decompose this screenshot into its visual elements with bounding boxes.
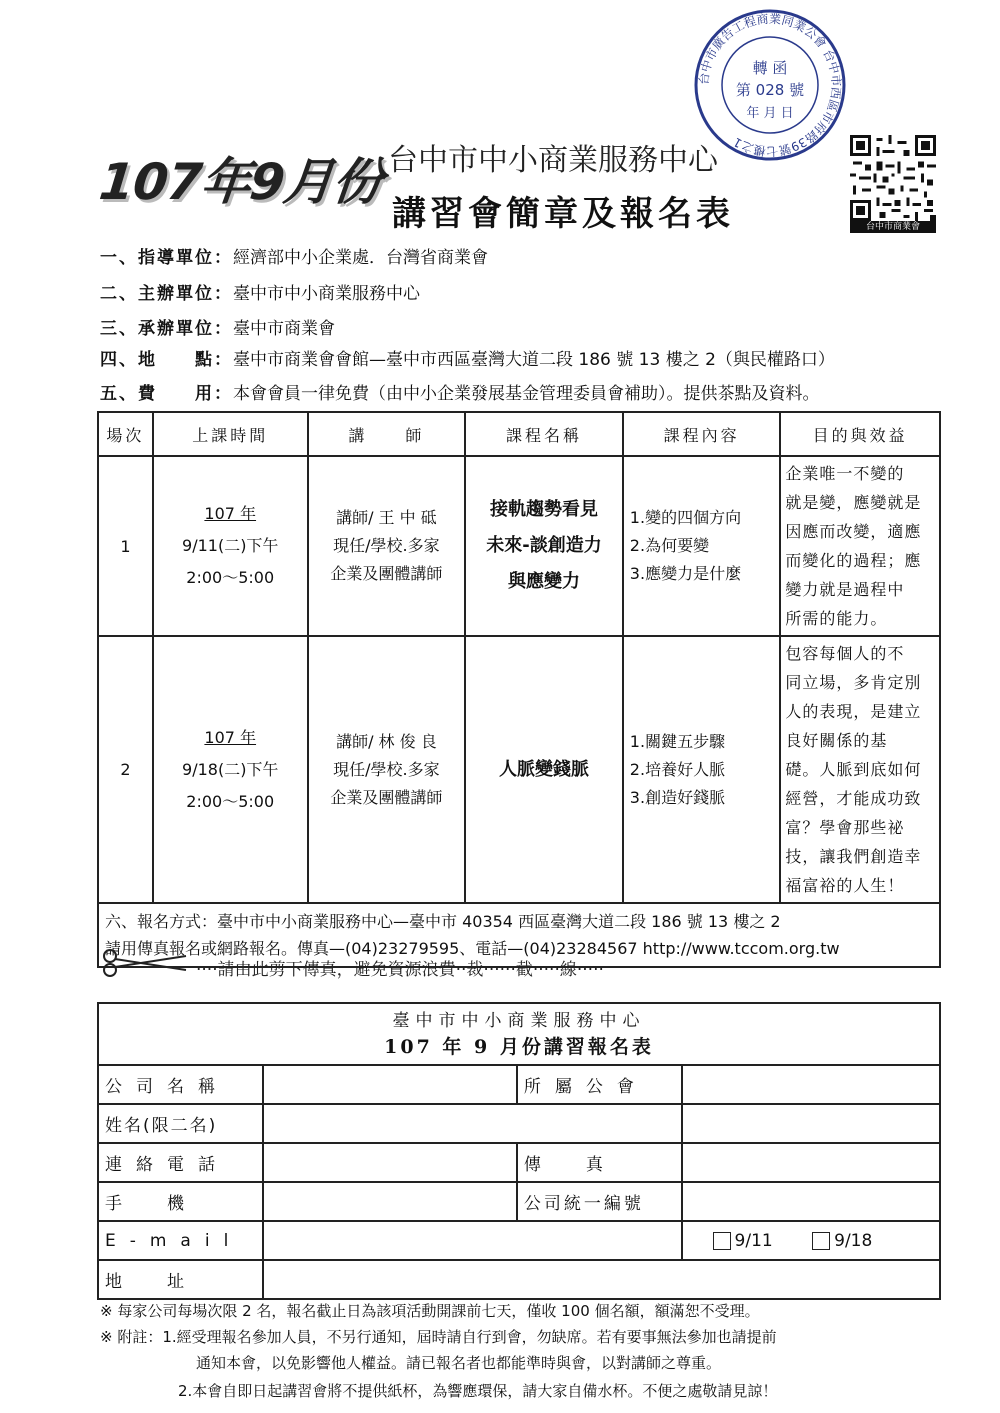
purpose-line: 包容每個人的不 bbox=[785, 644, 905, 663]
info-value: 臺中市中小商業服務中心 bbox=[233, 284, 420, 304]
purpose-line: 經營，才能成功致 bbox=[785, 789, 922, 808]
session-year: 107 年 bbox=[204, 504, 257, 523]
table-row bbox=[98, 456, 940, 636]
info-label: 四、地 點： bbox=[100, 350, 233, 370]
stamp-center-top: 轉 函 bbox=[752, 59, 788, 77]
col-header: 講 師 bbox=[308, 412, 466, 456]
schedule-table bbox=[97, 411, 941, 968]
info-value: 臺中市商業會會館—臺中市西區臺灣大道二段 186 號 13 樓之 2（與民權路口） bbox=[233, 350, 835, 370]
col-header: 場次 bbox=[98, 412, 153, 456]
teacher-cell bbox=[308, 456, 466, 636]
form-header bbox=[98, 1003, 940, 1065]
course-line: 與應變力 bbox=[508, 571, 581, 592]
big-title: 107年9月份 bbox=[96, 153, 385, 211]
session-choices bbox=[682, 1221, 940, 1260]
email-label: E-mail bbox=[98, 1221, 263, 1260]
course-name bbox=[465, 636, 623, 903]
col-header: 上課時間 bbox=[153, 412, 308, 456]
stamp-center-bottom: 年 月 日 bbox=[746, 106, 794, 121]
content-item: 2.為何要變 bbox=[629, 536, 710, 555]
phone-label: 連絡電話 bbox=[98, 1143, 263, 1182]
purpose-line: 良好關係的基 bbox=[785, 731, 888, 750]
fax-field[interactable] bbox=[682, 1143, 940, 1182]
scissors-icon bbox=[100, 948, 190, 978]
info-value: 本會會員一律免費（由中小企業發展基金管理委員會補助）。提供茶點及資料。 bbox=[233, 384, 820, 404]
session-1-checkbox[interactable] bbox=[713, 1232, 731, 1250]
mobile-field[interactable] bbox=[263, 1182, 517, 1221]
name-field-1[interactable] bbox=[263, 1104, 682, 1143]
stamp-ring-text: 台中市廣告工程商業同業公會 台中市西區市府路39號七樓之1 bbox=[696, 11, 844, 159]
address-field[interactable] bbox=[263, 1260, 940, 1299]
teacher-cell bbox=[308, 636, 466, 903]
teacher-role: 企業及團體講師 bbox=[330, 787, 443, 807]
session-date: 9/18(二)下午 bbox=[182, 759, 279, 779]
teacher-name: 講師/ 王 中 砥 bbox=[336, 508, 437, 527]
info-line-fee bbox=[100, 379, 820, 404]
col-header: 課程名稱 bbox=[465, 412, 623, 456]
content-item: 2.培養好人脈 bbox=[629, 759, 726, 779]
qr-caption: 台中市商業會 bbox=[850, 221, 936, 233]
teacher-name: 講師/ 林 俊 良 bbox=[336, 731, 437, 751]
purpose-line: 企業唯一不變的 bbox=[785, 464, 905, 483]
session-date: 9/11(二)下午 bbox=[182, 536, 279, 555]
association-field[interactable] bbox=[682, 1065, 940, 1104]
teacher-role: 現任/學校.多家 bbox=[333, 536, 440, 555]
course-line: 接軌趨勢看見 bbox=[490, 499, 599, 520]
col-header: 目的與效益 bbox=[780, 412, 940, 456]
content-item: 1.關鍵五步驟 bbox=[629, 731, 726, 751]
info-value: 臺中市商業會 bbox=[233, 319, 335, 339]
info-label: 三、承辦單位： bbox=[100, 319, 233, 339]
info-label: 五、費 用： bbox=[100, 384, 233, 404]
session-hours: 2:00～5:00 bbox=[186, 568, 275, 587]
organizer-title: 台中市中小商業服務中心 bbox=[388, 143, 718, 178]
info-line-location bbox=[100, 345, 835, 370]
mobile-label: 手 機 bbox=[98, 1182, 263, 1221]
purpose-line: 技，讓我們創造幸 bbox=[785, 847, 922, 866]
purpose-line: 福富裕的人生！ bbox=[785, 876, 905, 895]
course-purpose bbox=[780, 456, 940, 636]
qr-code-icon[interactable] bbox=[850, 135, 936, 221]
info-line-organizer bbox=[100, 314, 335, 339]
purpose-line: 礎。人脈到底如何 bbox=[785, 760, 922, 779]
content-item: 3.應變力是什麼 bbox=[629, 564, 742, 583]
teacher-role: 現任/學校.多家 bbox=[333, 759, 440, 779]
course-content bbox=[623, 636, 781, 903]
session-2-label: 9/18 bbox=[834, 1230, 873, 1251]
session-year: 107 年 bbox=[204, 727, 257, 747]
association-label: 所屬公會 bbox=[517, 1065, 682, 1104]
info-line-host bbox=[100, 279, 420, 304]
signup-line: 六、報名方式：臺中市中小商業服務中心—臺中市 40354 西區臺灣大道二段 186 號 13 樓之 2 bbox=[105, 912, 781, 931]
note-attendance: ※ 附註：1.經受理報名參加人員，不另行通知，屆時請自行到會，勿缺席。若有要事無法參加也請提前 bbox=[100, 1328, 777, 1346]
purpose-line: 富？學會那些祕 bbox=[785, 818, 905, 837]
info-label: 二、主辦單位： bbox=[100, 284, 233, 304]
name-field-2[interactable] bbox=[682, 1104, 940, 1143]
company-label: 公司名稱 bbox=[98, 1065, 263, 1104]
course-line: 未來-談創造力 bbox=[486, 535, 602, 556]
company-field[interactable] bbox=[263, 1065, 517, 1104]
session-2-checkbox[interactable] bbox=[812, 1232, 830, 1250]
address-label: 地 址 bbox=[98, 1260, 263, 1299]
email-field[interactable] bbox=[263, 1221, 682, 1260]
col-header: 課程內容 bbox=[623, 412, 781, 456]
purpose-line: 就是變，應變就是 bbox=[785, 493, 922, 512]
cut-line-text: ‧‧‧‧請由此剪下傳真，避免資源浪費‧‧裁‧‧‧‧‧‧截‧‧‧‧‧線‧‧‧‧‧ bbox=[196, 960, 604, 980]
stamp-center-mid: 第 028 號 bbox=[735, 81, 805, 99]
purpose-line: 變力就是過程中 bbox=[785, 580, 905, 599]
table-row bbox=[98, 636, 940, 903]
course-name bbox=[465, 456, 623, 636]
session-time bbox=[153, 456, 308, 636]
course-line: 人脈變錢脈 bbox=[499, 758, 590, 780]
purpose-line: 同立場，多肯定別 bbox=[785, 673, 922, 692]
page-title: 講習會簡章及報名表 bbox=[392, 194, 734, 234]
course-content bbox=[623, 456, 781, 636]
note-quota: ※ 每家公司每場次限 2 名，報名截止日為該項活動開課前七天，僅收 100 個名額，額滿恕不受理。 bbox=[100, 1302, 760, 1320]
purpose-line: 因應而改變，適應 bbox=[785, 522, 922, 541]
registration-form bbox=[97, 1002, 941, 1300]
course-purpose bbox=[780, 636, 940, 903]
tax-id-field[interactable] bbox=[682, 1182, 940, 1221]
session-time bbox=[153, 636, 308, 903]
phone-field[interactable] bbox=[263, 1143, 517, 1182]
signup-line: 請用傳真報名或網路報名。傳真—(04)23279595、電話—(04)23284567 http://www.tccom.org.tw bbox=[105, 939, 840, 958]
content-item: 1.變的四個方向 bbox=[629, 508, 742, 527]
form-org: 臺中市中小商業服務中心 bbox=[392, 1011, 646, 1031]
session-1-label: 9/11 bbox=[734, 1230, 773, 1251]
name-label: 姓名(限二名) bbox=[98, 1104, 263, 1143]
session-hours: 2:00～5:00 bbox=[186, 791, 275, 811]
table-header-row bbox=[98, 412, 940, 456]
teacher-role: 企業及團體講師 bbox=[330, 564, 443, 583]
fax-label: 傳 真 bbox=[517, 1143, 682, 1182]
info-label: 一、指導單位： bbox=[100, 248, 233, 268]
note-cups: 2.本會自即日起講習會將不提供紙杯，為響應環保，請大家自備水杯。不便之處敬請見諒！ bbox=[178, 1382, 778, 1400]
form-title: 107 年 9 月份講習報名表 bbox=[384, 1036, 654, 1058]
info-value: 經濟部中小企業處．台灣省商業會 bbox=[233, 248, 488, 268]
session-number: 2 bbox=[98, 636, 153, 903]
purpose-line: 所需的能力。 bbox=[785, 609, 888, 628]
purpose-line: 人的表現，是建立 bbox=[785, 702, 922, 721]
note-attendance-cont: 通知本會，以免影響他人權益。請已報名者也都能準時與會，以對講師之尊重。 bbox=[196, 1354, 722, 1372]
purpose-line: 而變化的過程；應 bbox=[785, 551, 922, 570]
session-number: 1 bbox=[98, 456, 153, 636]
official-stamp bbox=[690, 5, 850, 165]
content-item: 3.創造好錢脈 bbox=[629, 787, 726, 807]
info-line-guidance bbox=[100, 243, 488, 268]
tax-id-label: 公司統一編號 bbox=[517, 1182, 682, 1221]
